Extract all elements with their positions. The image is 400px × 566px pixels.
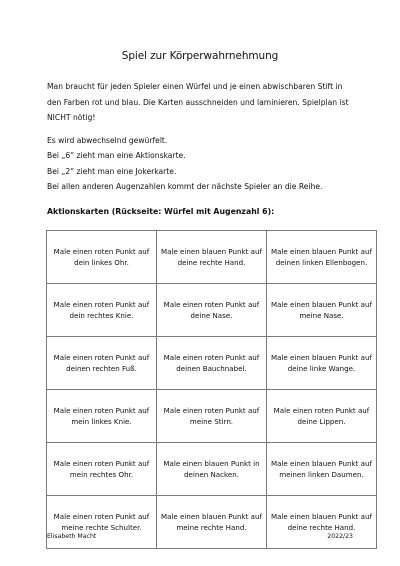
card-row xyxy=(47,231,377,284)
action-card: Male einen roten Punkt auf deinen Bauchnabel. xyxy=(157,337,267,390)
action-card: Male einen blauen Punkt in deinen Nacken. xyxy=(157,443,267,496)
action-card: Male einen blauen Punkt auf deine linke Wange. xyxy=(267,337,377,390)
footer-author: Elisabeth Macht xyxy=(47,533,97,540)
rule-line: Bei allen anderen Augenzahlen kommt der nächste Spieler an die Reihe. xyxy=(47,181,323,191)
intro-paragraph xyxy=(47,79,357,126)
action-card: Male einen blauen Punkt auf deine rechte Hand. xyxy=(157,231,267,284)
action-card: Male einen blauen Punkt auf meine rechte Hand. xyxy=(157,496,267,549)
rule-line: Es wird abwechselnd gewürfelt. xyxy=(47,136,168,145)
action-card: Male einen roten Punkt auf mein linkes Knie. xyxy=(47,390,157,443)
page-title: Spiel zur Körperwahrnehmung xyxy=(121,50,279,62)
rule-line: Bei „6“ zieht man eine Aktionskarte. xyxy=(47,151,186,161)
card-row xyxy=(47,390,377,443)
action-card: Male einen roten Punkt auf deine Nase. xyxy=(157,284,267,337)
action-card: Male einen blauen Punkt auf meinen linken Daumen. xyxy=(267,443,377,496)
action-card: Male einen roten Punkt auf meine Stirn. xyxy=(157,390,267,443)
action-card: Male einen blauen Punkt auf deinen linken Ellenbogen. xyxy=(267,231,377,284)
action-card: Male einen roten Punkt auf deinen rechten Fuß. xyxy=(47,337,157,390)
action-card: Male einen roten Punkt auf deine Lippen. xyxy=(267,390,377,443)
intro-text: Man braucht für jeden Spieler einen Würfel und je einen abwischbaren Stift in den Farben rot und blau. Die Karten ausschneiden und laminieren. Spielplan ist NICHT nötig! xyxy=(47,82,349,122)
action-card: Male einen blauen Punkt auf meine Nase. xyxy=(267,284,377,337)
card-row xyxy=(47,496,377,549)
rule-line: Bei „2“ zieht man eine Jokerkarte. xyxy=(47,166,177,176)
action-cards-table xyxy=(46,230,377,549)
action-card: Male einen roten Punkt auf meine rechte Schulter. xyxy=(47,496,157,549)
rules-list xyxy=(47,133,357,194)
section-heading: Aktionskarten (Rückseite: Würfel mit Augenzahl 6): xyxy=(47,207,275,216)
action-card: Male einen roten Punkt auf dein rechtes Knie. xyxy=(47,284,157,337)
action-card: Male einen blauen Punkt auf deine rechte Hand. xyxy=(267,496,377,549)
card-row xyxy=(47,284,377,337)
footer-year: 2022/23 xyxy=(327,533,353,540)
action-card: Male einen roten Punkt auf mein rechtes Ohr. xyxy=(47,443,157,496)
card-row xyxy=(47,443,377,496)
card-row xyxy=(47,337,377,390)
action-card: Male einen roten Punkt auf dein linkes Ohr. xyxy=(47,231,157,284)
